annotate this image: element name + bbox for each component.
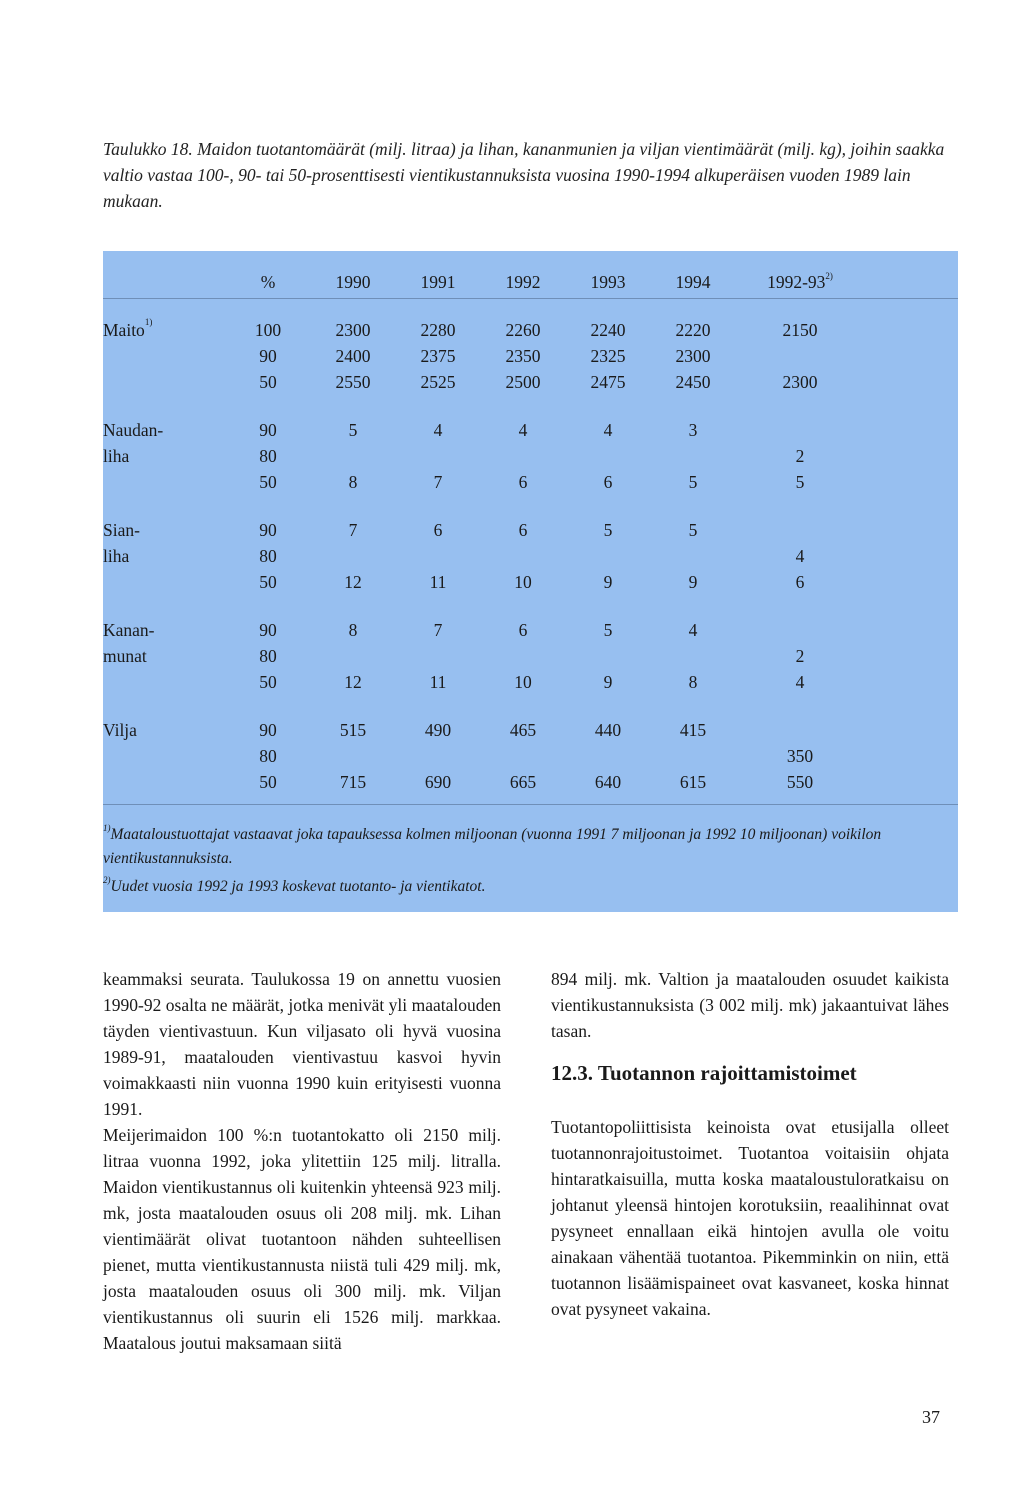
table-cell: 5 — [795, 472, 805, 492]
table-cell: 12 — [344, 572, 362, 592]
header-text: 1992 — [505, 272, 541, 292]
table-caption: Taulukko 18. Maidon tuotantomäärät (milj. litraa) ja lihan, kananmunien ja viljan vientimäärät (milj. kg), joihin saakka valtio vastaa 100-, 90- tai 50-prosenttisesti vientikustannuksista vuosina 1990-1994 alkuperäisen vuoden 1989 lain mukaan. — [103, 139, 945, 211]
table-cell: 715 — [339, 772, 367, 792]
table-cell: 2525 — [420, 372, 456, 392]
table-cell: 50 — [259, 672, 277, 692]
table-cell: 6 — [795, 572, 805, 592]
table-cell: 7 — [433, 620, 443, 640]
group-label-text-2: liha — [103, 446, 130, 466]
table-cell: 80 — [259, 646, 277, 666]
table-cell: 5 — [688, 520, 698, 540]
right-column-body — [551, 1114, 949, 1322]
table-cell: 80 — [259, 446, 277, 466]
table-cell: 50 — [259, 772, 277, 792]
table-cell: 5 — [603, 520, 613, 540]
left-column — [103, 966, 501, 1356]
header-text: 1994 — [675, 272, 711, 292]
table-cell: 615 — [679, 772, 707, 792]
header-cell — [760, 271, 840, 293]
table-cell: 2350 — [505, 346, 541, 366]
footnote-2-mark: 2) — [103, 875, 111, 885]
table-cell: 2500 — [505, 372, 541, 392]
table-cell: 3 — [688, 420, 698, 440]
header-text: 1990 — [335, 272, 371, 292]
table-cell: 2300 — [782, 372, 818, 392]
table-cell: 415 — [679, 720, 707, 740]
table-cell: 2325 — [590, 346, 626, 366]
table-cell: 690 — [424, 772, 452, 792]
page-number: 37 — [922, 1407, 940, 1427]
section-heading: 12.3. Tuotannon rajoittamistoimet — [551, 1061, 857, 1085]
table-cell: 490 — [424, 720, 452, 740]
table-cell: 8 — [688, 672, 698, 692]
table-cell: 50 — [259, 372, 277, 392]
table-cell: 10 — [514, 572, 532, 592]
header-cell — [483, 271, 563, 293]
footnote-1 — [103, 823, 958, 871]
table-cell: 4 — [795, 546, 805, 566]
right-column-intro — [551, 966, 949, 1044]
table-cell: 4 — [518, 420, 528, 440]
footnote-2 — [103, 875, 958, 899]
table-cell: 90 — [259, 720, 277, 740]
table-cell: 2240 — [590, 320, 626, 340]
group-label — [103, 317, 152, 343]
table-cell: 7 — [348, 520, 358, 540]
table-cell: 5 — [603, 620, 613, 640]
group-label-text: Naudan- — [103, 420, 164, 440]
table-cell: 4 — [433, 420, 443, 440]
table-cell: 6 — [518, 520, 528, 540]
footnote-1-mark: 1) — [103, 823, 111, 833]
table-cell: 2150 — [782, 320, 818, 340]
table-cell: 4 — [688, 620, 698, 640]
table-cell: 4 — [603, 420, 613, 440]
group-label — [103, 517, 140, 569]
table-cell: 7 — [433, 472, 443, 492]
group-label-text: Maito — [103, 320, 145, 340]
table-cell: 2 — [795, 646, 805, 666]
group-label — [103, 717, 137, 743]
table-cell: 100 — [254, 320, 282, 340]
left-paragraph-2: Meijerimaidon 100 %:n tuotantokatto oli 2150 milj. litraa vuonna 1992, joka ylitettiin 125 milj. litralla. Maidon vientikustannus oli kuitenkin yhteensä 923 milj. mk, josta maatalouden osuus oli 208 milj. mk. Lihan vientimäärät olivat tuotantoon nähden suhteellisen pienet, mutta vientikustannusta niistä tuli 429 milj. mk, josta maatalouden osuus oli 300 milj. mk. Viljan vientikustannus oli suurin eli 1526 milj. markkaa. Maatalous joutui maksamaan siitä — [103, 1125, 501, 1353]
table-cell: 2280 — [420, 320, 456, 340]
table-cell: 440 — [594, 720, 622, 740]
group-label-text: Kanan- — [103, 620, 155, 640]
table-cell: 90 — [259, 620, 277, 640]
table-cell: 2220 — [675, 320, 711, 340]
table-cell: 80 — [259, 746, 277, 766]
header-note: 2) — [825, 271, 833, 281]
header-cell — [398, 271, 478, 293]
table-cell: 2260 — [505, 320, 541, 340]
table-cell: 90 — [259, 520, 277, 540]
footnote-2-text: Uudet vuosia 1992 ja 1993 koskevat tuotanto- ja vientikatot. — [110, 878, 486, 895]
header-text: 1992-93 — [767, 272, 826, 292]
table-cell: 80 — [259, 546, 277, 566]
table-cell: 9 — [603, 572, 613, 592]
table-cell: 90 — [259, 346, 277, 366]
table-cell: 5 — [688, 472, 698, 492]
table-cell: 640 — [594, 772, 622, 792]
right-paragraph-2: Tuotantopoliittisista keinoista ovat etusijalla olleet tuotannonrajoitustoimet. Tuotantoa voitaisiin ohjata hintaratkaisuilla, mutta koska maataloustuloratkaisu on johtanut yleensä hintojen korotuksiin, reaalihinnat ovat pysyneet ennallaan eikä hintojen avulla ole voitu ainakaan vähentää tuotantoa. Pikemminkin on niin, että tuotannon lisäämispaineet ovat kasvaneet, koska hinnat ovat pysyneet vakaina. — [551, 1117, 949, 1319]
header-cell — [653, 271, 733, 293]
table-cell: 8 — [348, 620, 358, 640]
header-cell — [313, 271, 393, 293]
left-paragraph-1: keammaksi seurata. Taulukossa 19 on annettu vuosien 1990-92 osalta ne määrät, jotka menivät yli maatalouden täyden vientivastuun. Kun viljasato oli hyvä vuosina 1989-91, maatalouden vientivastuu kasvoi hyvin voimakkaasti niin vuonna 1990 kuin erityisesti vuonna 1991. — [103, 969, 501, 1119]
table-cell: 10 — [514, 672, 532, 692]
group-label — [103, 417, 163, 469]
table-cell: 6 — [433, 520, 443, 540]
table-cell: 2 — [795, 446, 805, 466]
table-cell: 11 — [429, 572, 447, 592]
right-paragraph-1: 894 milj. mk. Valtion ja maatalouden osuudet kaikista vientikustannuksista (3 002 milj. mk) jakaantuivat lähes tasan. — [551, 969, 949, 1041]
header-text: % — [260, 272, 276, 292]
table-cell: 9 — [688, 572, 698, 592]
table-cell: 6 — [518, 620, 528, 640]
table-cell: 515 — [339, 720, 367, 740]
group-label-text-2: munat — [103, 646, 147, 666]
header-cell — [568, 271, 648, 293]
table-cell: 2375 — [420, 346, 456, 366]
header-rule — [103, 298, 958, 299]
group-label-note: 1) — [144, 317, 153, 327]
group-label-text-2: liha — [103, 546, 130, 566]
data-table — [103, 251, 958, 912]
footnote-1-text: Maataloustuottajat vastaavat joka tapauksessa kolmen miljoonan (vuonna 1991 7 miljoonan ja 1992 10 miljoonan) voikilon vientikustannuksista. — [103, 826, 882, 867]
table-cell: 2550 — [335, 372, 371, 392]
table-cell: 50 — [259, 572, 277, 592]
header-cell — [228, 271, 308, 293]
table-cell: 50 — [259, 472, 277, 492]
table-cell: 5 — [348, 420, 358, 440]
table-cell: 4 — [795, 672, 805, 692]
table-cell: 465 — [509, 720, 537, 740]
table-cell: 8 — [348, 472, 358, 492]
group-label — [103, 617, 155, 669]
footnote-rule — [103, 804, 958, 805]
header-text: 1993 — [590, 272, 626, 292]
table-cell: 12 — [344, 672, 362, 692]
table-cell: 2300 — [675, 346, 711, 366]
header-text: 1991 — [420, 272, 456, 292]
table-cell: 2300 — [335, 320, 371, 340]
table-cell: 6 — [603, 472, 613, 492]
group-label-text: Vilja — [103, 720, 137, 740]
table-cell: 90 — [259, 420, 277, 440]
table-cell: 9 — [603, 672, 613, 692]
table-cell: 2475 — [590, 372, 626, 392]
table-cell: 550 — [786, 772, 814, 792]
table-cell: 11 — [429, 672, 447, 692]
table-cell: 2400 — [335, 346, 371, 366]
group-label-text: Sian- — [103, 520, 140, 540]
table-cell: 350 — [786, 746, 814, 766]
table-cell: 2450 — [675, 372, 711, 392]
table-cell: 6 — [518, 472, 528, 492]
table-cell: 665 — [509, 772, 537, 792]
